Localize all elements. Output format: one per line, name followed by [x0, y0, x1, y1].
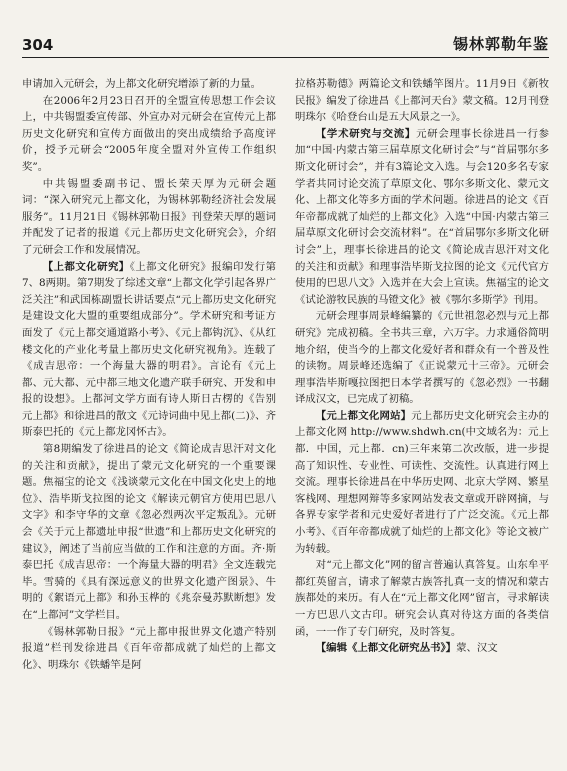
paragraph-text: 拉格苏勒德》两篇论文和铁蟠竿图片。11月9日《新牧民报》编发了徐进昌《上都河天台》蒙文稿。12月刊登明珠尔《哈登台山是五大风景之一》。 [295, 78, 549, 124]
paragraph-text: 元研会理事长徐进昌一行参加“中国·内蒙古第三届草原文化研讨会”与“首届鄂尔多斯文化研讨会”，并有3篇论文入选。与会120多名专家学者共同讨论交流了草原文化、鄂尔多斯文化、蒙元文化、上都文化等多方面的学术问题。徐进昌的论文《百年帝都成就了灿烂的上都文化》入选“中国·内蒙古第三届草原文化研讨会交流材料”。在“首届鄂尔多斯文化研讨会”上，理事长徐进昌的论文《简论成吉思汗对文化的关注和贡献》和理事浩毕斯戈拉图的论文《元代官方使用的巴思八文》入选并在大会上宣读。焦福宝的论文《试论游牧民族的马镫文化》被《鄂尔多斯学》刊用。 [295, 127, 549, 306]
paragraph-text: 中共锡盟委副书记、盟长荣天厚为元研会题词：“深入研究元上都文化，为锡林郭勒经济社会发展服务”。11月21日《锡林郭勒日报》刊登荣天厚的题词并配发了记者的报道《元上都历史文化研究会》，介绍了元研会工作和发展情况。 [22, 177, 276, 256]
section-heading: 【元上都文化网站】 [315, 409, 412, 422]
paragraph [22, 176, 276, 259]
paragraph [295, 408, 549, 557]
paragraph-text: 《上都文化研究》报编印发行第7、8两期。第7期发了综述文章“上都文化学引起各界广泛关注”和武国栋副盟长讲话要点“元上都历史文化研究是建设文化大盟的重要组成部分”。学术研究和考证方面发了《元上都交通道路小考》、《元上都钩沉》、《从红楼文化的产业化考量上都历史文化研究视角》。连载了《成吉思帝：一个海量大器的明君》。言论有《元上都、元大都、元中都三地文化遗产联手研究、开发和申报的设想》。上都河文学方面有诗人斯日古楞的《告别元上都》和徐进昌的散文《元诗词曲中见上都(二)》、齐斯泰巴托的《元上都龙冈怀古》。 [22, 260, 276, 439]
page-number: 304 [22, 36, 54, 54]
paragraph [295, 557, 549, 640]
paragraph [295, 76, 549, 126]
section-heading: 【编辑《上都文化研究丛书》】 [315, 642, 457, 655]
paragraph [22, 259, 276, 442]
section-heading: 【学术研究与交流】 [315, 127, 417, 140]
paragraph-text: 对“元上都文化”网的留言普遍认真答复。山东牟平都红英留言，请求了解蒙古族答扎真一支的情况和蒙古族都处的来历。有人在“元上都文化网”留言，寻求解读一方巴思八文古印。研究会认真对待这方面的各类信函，一一作了专门研究，及时答复。 [295, 559, 549, 638]
paragraph-text: 在2006年2月23日召开的全盟宣传思想工作会议上，中共锡盟委宣传部、外宣办对元研会在宣传元上都历史文化研究和宣传方面做出的突出成绩给予高度评价，授予元研会“2005年度全盟对外宣传工作组织奖”。 [22, 94, 276, 173]
paragraph [22, 624, 276, 674]
paragraph [22, 76, 276, 93]
paragraph-text: 申请加入元研会，为上都文化研究增添了新的力量。 [22, 78, 261, 90]
paragraph-text: 第8期编发了徐进昌的论文《简论成吉思汗对文化的关注和贡献》，提出了蒙元文化研究的一个重要课题。焦福宝的论文《浅谈蒙元文化在中国文化史上的地位》、浩毕斯戈拉图的论文《解读元朝官方使用巴思八文字》和李守华的文章《忽必烈两次平定叛乱》。元研会《关于元上都遗址申报“世遗”和上都历史文化研究的建议》，阐述了当前应当做的工作和注意的方面。齐·斯泰巴托《成吉思帝：一个海量大器的明君》全文连载完毕。雪骑的《具有深远意义的世界文化遗产图景》、牛明的《絮语元上都》和孙玉桦的《兆奈曼苏默断想》发在“上都河”文学栏目。 [22, 443, 276, 621]
paragraph-text: 《锡林郭勒日报》“元上都申报世界文化遗产特别报道”栏刊发徐进昌《百年帝都成就了灿烂的上都文化》、明珠尔《铁蟠竿是阿 [22, 625, 276, 671]
paragraph [295, 308, 549, 408]
paragraph-text: 元上都历史文化研究会主办的上都文化网 http://www.shdwh.cn(中文域名为：元上都．中国，元上都．cn)三年来第二次改版，进一步提高了知识性、专业性、可读性、交流性。认真进行网上交流。理事长徐进昌在中华历史网、北京大学网、繁星客栈网、理想网辩等多家网站发表文章或开辟网摘，与各界专家学者和元史爱好者进行了广泛交流。《元上都小考》、《百年帝都成就了灿烂的上都文化》等论文被广为转载。 [295, 409, 549, 555]
left-column [22, 76, 276, 751]
paragraph-text: 蒙、汉文 [456, 642, 498, 655]
paragraph [22, 441, 276, 624]
paragraph [295, 640, 549, 657]
paragraph [22, 93, 276, 176]
paragraph-text: 元研会理事周景峰编纂的《元世祖忽必烈与元上都研究》完成初稿。全书共三章，六万字。力求通俗简明地介绍，使当今的上都文化爱好者和群众有一个普及性的读物。周景峰还选编了《正说蒙元十三帝》。元研会理事浩毕斯嘎拉图把日本学者撰写的《忽必烈》一书翻译成汉文，已完成了初稿。 [295, 310, 549, 406]
page-header [22, 27, 549, 58]
section-heading: 【上都文化研究】 [42, 260, 130, 273]
body-columns [22, 76, 549, 751]
right-column [295, 76, 549, 751]
paragraph [295, 126, 549, 309]
running-title: 锡林郭勒年鉴 [452, 35, 549, 53]
